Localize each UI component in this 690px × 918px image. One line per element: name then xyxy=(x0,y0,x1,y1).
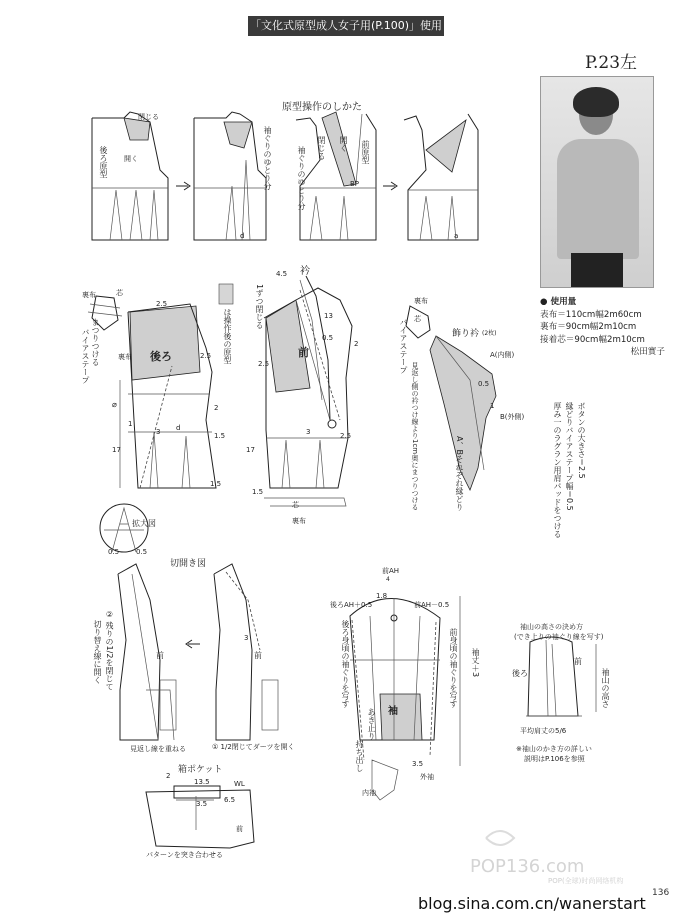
interfacing-label-left: 芯 xyxy=(116,289,123,297)
num-2-5-button: 2.5 xyxy=(340,432,352,440)
num-3-5-pocket: 3.5 xyxy=(196,800,208,808)
page-number: 136 xyxy=(652,888,670,898)
num-1-5-front: 1.5 xyxy=(252,488,264,496)
lining-label-bottom: 裏布 xyxy=(292,517,306,525)
lining-label-back: 裏布 xyxy=(118,353,132,361)
label-front-block: 前原型 xyxy=(361,140,370,164)
cut-open-step-note: ② 残りの1/2を閉じて xyxy=(105,610,114,691)
sleeve-title: 袖 xyxy=(388,706,398,717)
edge-binding-note: A、Bそれぞれ縁どり xyxy=(455,436,464,511)
block-step-3 xyxy=(296,112,376,240)
num-1-collar: 1 xyxy=(490,402,495,410)
interfacing-label-right: 芯 xyxy=(414,315,421,323)
back-bodice-pattern xyxy=(120,304,219,488)
front-label-cut-right: 前 xyxy=(254,651,262,660)
page-reference: P.23左 xyxy=(585,53,638,73)
step-arrow-1 xyxy=(176,182,190,190)
label-close: 閉じる xyxy=(138,113,159,121)
front-label-cut-left: 前 xyxy=(156,651,164,660)
back-armhole-copy-note: 後ろ身頃の袖ぐりを写す xyxy=(341,620,350,708)
collar-title: 衿 xyxy=(300,266,310,277)
num-3-cut: 3 xyxy=(244,634,249,642)
num-2-pocket: 2 xyxy=(166,772,171,780)
bias-width-note: 縁どりバイアステープ幅＝0.5 xyxy=(565,402,574,511)
label-open-front: 開く xyxy=(339,136,348,152)
num-17-front: 17 xyxy=(246,446,255,454)
label-armhole-ease-2: 袖ぐりのゆとり分 xyxy=(297,146,306,210)
outer-sleeve-label: 外袖 xyxy=(420,773,434,781)
lining-label-right: 裏布 xyxy=(414,297,428,305)
designer-credit: 松田實子 xyxy=(630,347,665,357)
collar-close-note: 1ずつ閉じる xyxy=(255,284,264,330)
usage-line-interfacing: 接着芯＝90cm幅2m10cm xyxy=(540,334,645,345)
cut-open-note: 切り替え線に開く xyxy=(93,620,102,684)
cap-back-label: 後ろ xyxy=(512,669,528,678)
shoulder-pad-note: 厚み一のラグラン用肩パッドをつける xyxy=(553,402,562,538)
bias-tape-label-left: バイアステープ xyxy=(81,328,90,384)
num-3-back: 3 xyxy=(156,428,161,436)
label-wl: WL xyxy=(234,780,245,788)
interfacing-label-bottom: 芯 xyxy=(292,501,299,509)
usage-line-lining: 裏布＝90cm幅2m10cm xyxy=(540,322,637,332)
step-arrow-3 xyxy=(186,640,200,648)
box-pocket-pattern xyxy=(146,786,254,848)
num-2-5-armhole: 2.5 xyxy=(200,352,212,360)
bias-tape-label-right: バイアステープ xyxy=(399,318,408,374)
enlarged-view-title: 拡大図 xyxy=(132,519,156,528)
cut-open-right xyxy=(214,564,278,740)
sleeve-cap-detail xyxy=(526,637,596,716)
num-2-front: 2 xyxy=(354,340,359,348)
label-close-front: 閉じる xyxy=(317,136,326,160)
watermark-logo-mark xyxy=(486,831,514,845)
dart-open-note: ① 1/2閉じてダーツを開く xyxy=(212,743,295,751)
front-ah-fraction: 前AH xyxy=(382,567,400,575)
label-d: d xyxy=(240,232,245,240)
cap-height-subtitle: (でき上りの袖ぐり線を写す) xyxy=(514,633,604,641)
num-13: 13 xyxy=(324,312,333,320)
back-ah-label: 後ろAH＋0.5 xyxy=(330,601,373,609)
usage-line-outer: 表布＝110cm幅2m60cm xyxy=(540,309,642,320)
num-4-5: 4.5 xyxy=(276,270,288,278)
legend-note: は操作後の原型 xyxy=(223,308,232,364)
cap-height-label: 袖山の高さ xyxy=(601,668,610,708)
cap-height-title: 袖山の高さの決め方 xyxy=(520,623,583,631)
num-0-5-enlarge-left: 0.5 xyxy=(108,548,120,556)
cut-open-title: 切開き図 xyxy=(170,559,207,569)
num-6-5: 6.5 xyxy=(224,796,236,804)
watermark-subtitle: POP(全球)时尚网络机构 xyxy=(548,877,624,885)
lining-label-left: 裏布 xyxy=(82,291,96,299)
num-1-5-back-hem: 1.5 xyxy=(210,480,222,488)
front-bodice-pattern xyxy=(264,288,352,506)
section-title-block-manipulation: 原型操作のしかた xyxy=(282,102,362,113)
extension-label: 持ち出し xyxy=(355,740,364,772)
front-label-pocket: 前 xyxy=(236,825,243,833)
page-header-title: 「文化式原型成人女子用(P.100)」使用 xyxy=(248,16,444,36)
num-2-side: 2 xyxy=(214,404,219,412)
average-shoulder-label: 平均肩丈の5/6 xyxy=(520,727,567,735)
num-13-5: 13.5 xyxy=(194,778,210,786)
label-d-back: d xyxy=(176,424,181,432)
facing-line-note: 見返し線を重ねる xyxy=(130,745,186,753)
cap-front-label: 前 xyxy=(574,657,582,666)
front-armhole-copy-note: 前身頃の袖ぐりを写す xyxy=(449,628,458,708)
legend-shade-swatch xyxy=(219,284,233,304)
vent-stop-label: あき止り xyxy=(367,708,376,740)
label-a: a xyxy=(454,232,459,240)
back-panel-label: 後ろ xyxy=(150,350,172,363)
num-1-back: 1 xyxy=(128,420,133,428)
num-0-5-collar: 0.5 xyxy=(478,380,490,388)
label-bp: BP xyxy=(350,180,360,188)
cap-note-line-1: ※袖山のかき方の詳しい xyxy=(516,745,592,753)
watermark-brand: POP136.com xyxy=(470,856,585,877)
label-open: 開く xyxy=(124,155,138,163)
label-back-block: 後ろ原型 xyxy=(99,146,108,178)
num-2-5-top: 2.5 xyxy=(156,300,168,308)
blog-url-watermark: blog.sina.com.cn/wanerstart xyxy=(418,894,646,913)
inner-sleeve-label: 内袖 xyxy=(362,789,376,797)
label-a-inner: A(内側) xyxy=(490,351,515,359)
num-17-back: 17 xyxy=(112,446,121,454)
sew-on-label: まつりつける xyxy=(91,318,100,366)
decorative-collar-title: 飾り衿 xyxy=(452,329,480,339)
label-armhole-ease-1: 袖ぐりのゆとり分 xyxy=(263,126,272,190)
sleeve-length-label: 袖丈＋3 xyxy=(471,648,480,678)
num-phi: ⌀ xyxy=(112,400,117,409)
step-arrow-2 xyxy=(383,182,397,190)
usage-title: ● 使用量 xyxy=(540,297,577,307)
box-pocket-title: 箱ポケット xyxy=(178,765,223,775)
num-2-5-front: 2.5 xyxy=(258,360,270,368)
num-0-5-front: 0.5 xyxy=(322,334,334,342)
front-ah-label: 前AH－0.5 xyxy=(414,601,450,609)
cut-open-left xyxy=(118,564,176,740)
button-size-note: ボタンの大きさ＝2.5 xyxy=(577,402,586,479)
num-3-front: 3 xyxy=(306,428,311,436)
front-panel-label: 前 xyxy=(298,346,309,359)
decorative-collar-count: (2枚) xyxy=(482,330,497,337)
facing-sew-note: 見返し側の衿つけ線より1cm奥にまつりつける xyxy=(411,362,419,511)
pattern-join-note: パターンを突き合わせる xyxy=(146,851,223,859)
num-1-8: 1.8 xyxy=(376,592,388,600)
front-ah-divisor: 4 xyxy=(386,576,390,583)
num-3-5-sleeve: 3.5 xyxy=(412,760,424,768)
sleeve-pattern xyxy=(350,596,460,800)
num-0-5-enlarge-right: 0.5 xyxy=(136,548,148,556)
block-step-4 xyxy=(404,114,478,240)
num-1-5-back-waist: 1.5 xyxy=(214,432,226,440)
label-b-outer: B(外側) xyxy=(500,413,525,421)
block-step-2 xyxy=(194,112,266,240)
cap-note-line-2: 説明はP.106を参照 xyxy=(524,755,585,763)
